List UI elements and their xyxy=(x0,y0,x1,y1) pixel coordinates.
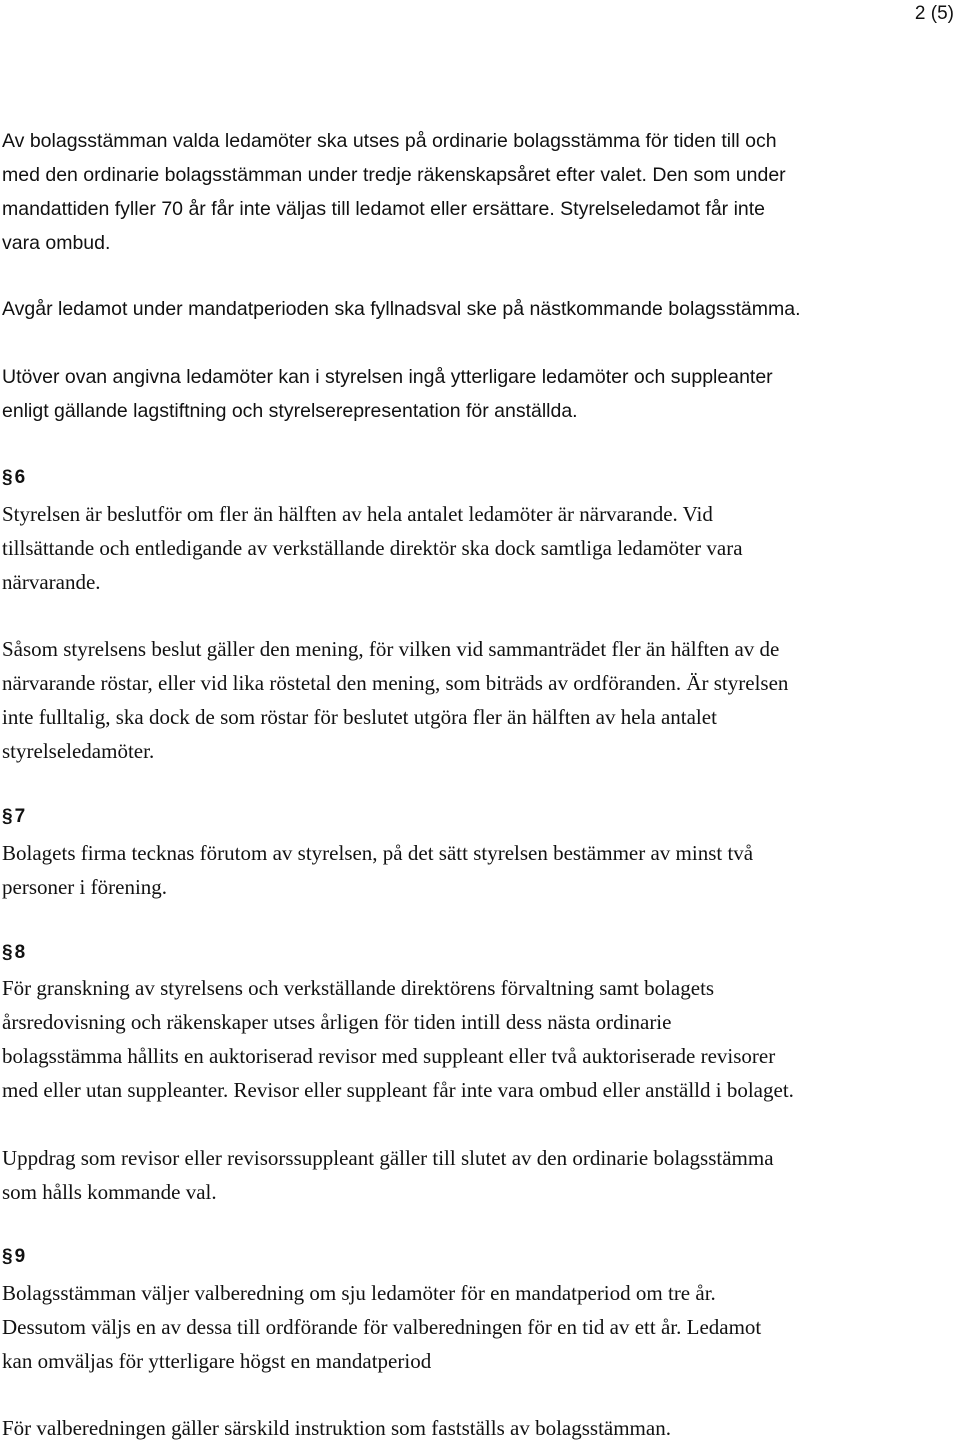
text-line: För valberedningen gäller särskild instruktion som fastställs av bolagsstämman. xyxy=(2,1416,671,1440)
text-line: Såsom styrelsens beslut gäller den mening, för vilken vid sammanträdet fler än hälften av de xyxy=(2,637,780,661)
section-sign: § xyxy=(2,806,13,827)
text-line: Av bolagsstämman valda ledamöter ska utses på ordinarie bolagsstämma för tiden till och xyxy=(2,130,777,152)
section-heading-9 xyxy=(2,1245,25,1269)
text-line: Uppdrag som revisor eller revisorssuppleant gäller till slutet av den ordinarie bolagsstämma xyxy=(2,1146,774,1170)
section-heading-8 xyxy=(2,941,25,965)
text-line: Bolagets firma tecknas förutom av styrelsen, på det sätt styrelsen bestämmer av minst två xyxy=(2,841,754,865)
paragraph-additional-members xyxy=(2,360,960,428)
section-number: 7 xyxy=(14,806,26,827)
paragraph-quorum xyxy=(2,497,960,599)
text-line: med den ordinarie bolagsstämman under tredje räkenskapsåret efter valet. Den som under xyxy=(2,164,786,186)
section-sign: § xyxy=(2,1246,13,1267)
text-line: vara ombud. xyxy=(2,232,111,254)
paragraph-auditor xyxy=(2,971,960,1107)
text-line: Bolagsstämman väljer valberedning om sju ledamöter för en mandatperiod om tre år. xyxy=(2,1281,716,1305)
section-sign: § xyxy=(2,467,13,488)
text-line: som hålls kommande val. xyxy=(2,1180,217,1204)
text-line: tillsättande och entledigande av verkställande direktör ska dock samtliga ledamöter vara xyxy=(2,536,743,560)
paragraph-nomination-committee xyxy=(2,1276,960,1378)
text-line: Utöver ovan angivna ledamöter kan i styrelsen ingå ytterligare ledamöter och suppleanter xyxy=(2,366,773,388)
section-heading-6 xyxy=(2,466,25,490)
text-line: närvarande röstar, eller vid lika röstetal den mening, som biträds av ordföranden. Är styrelsen xyxy=(2,671,789,695)
paragraph-board-term xyxy=(2,124,960,260)
paragraph-nomination-instruction xyxy=(2,1411,960,1445)
text-line: inte fulltalig, ska dock de som röstar för beslutet utgöra fler än hälften av hela antalet xyxy=(2,705,717,729)
text-line: Styrelsen är beslutför om fler än hälften av hela antalet ledamöter är närvarande. Vid xyxy=(2,502,713,526)
text-line: Dessutom väljs en av dessa till ordförande för valberedningen för en tid av ett år. Ledamot xyxy=(2,1315,762,1339)
section-number: 9 xyxy=(14,1246,26,1267)
text-line: mandattiden fyller 70 år får inte väljas till ledamot eller ersättare. Styrelseledamot får inte xyxy=(2,198,766,220)
section-number: 8 xyxy=(14,942,26,963)
text-line: närvarande. xyxy=(2,570,101,594)
paragraph-board-decisions xyxy=(2,632,960,768)
text-line: årsredovisning och räkenskaper utses årligen för tiden intill dess nästa ordinarie xyxy=(2,1010,672,1034)
text-line: personer i förening. xyxy=(2,875,168,899)
paragraph-signatory xyxy=(2,836,960,904)
text-line: bolagsstämma hållits en auktoriserad revisor med suppleant eller två auktoriserade revisorer xyxy=(2,1044,776,1068)
text-line: enligt gällande lagstiftning och styrelserepresentation för anställda. xyxy=(2,400,578,422)
section-heading-7 xyxy=(2,805,25,829)
section-number: 6 xyxy=(14,467,26,488)
text-line: kan omväljas för ytterligare högst en mandatperiod xyxy=(2,1349,432,1373)
page-number: 2 (5) xyxy=(914,3,954,24)
text-line: Avgår ledamot under mandatperioden ska fyllnadsval ske på nästkommande bolagsstämma. xyxy=(2,298,801,320)
text-line: För granskning av styrelsens och verkställande direktörens förvaltning samt bolagets xyxy=(2,976,715,1000)
paragraph-auditor-term xyxy=(2,1141,960,1209)
section-sign: § xyxy=(2,942,13,963)
text-line: med eller utan suppleanter. Revisor eller suppleant får inte vara ombud eller anställd i bolaget. xyxy=(2,1078,794,1102)
paragraph-by-election xyxy=(2,292,960,326)
text-line: styrelseledamöter. xyxy=(2,739,155,763)
